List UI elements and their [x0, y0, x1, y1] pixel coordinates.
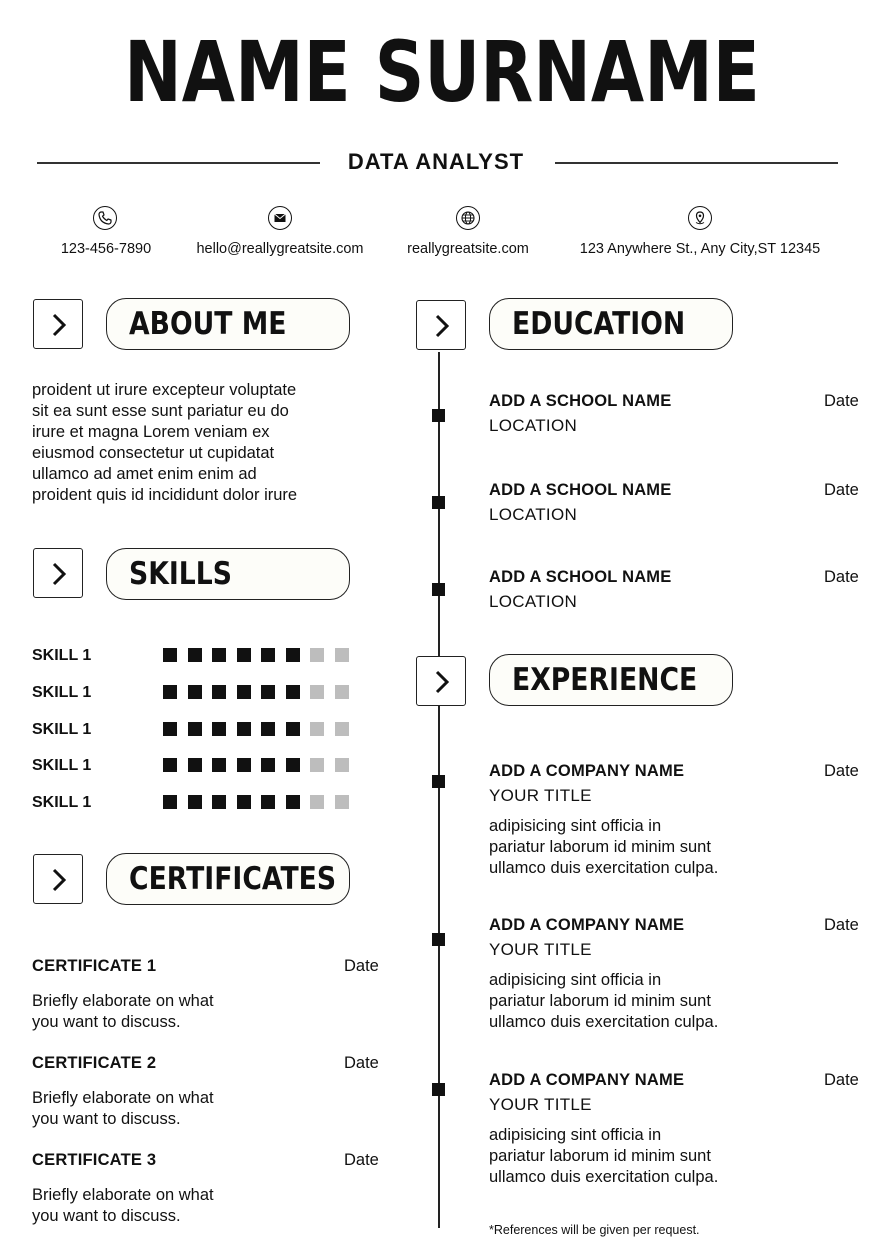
chevron-right-icon: [431, 669, 453, 695]
skill-level-empty: [310, 795, 324, 809]
skill-level-filled: [163, 685, 177, 699]
experience-description: adipisicing sint officia in pariatur laborum id minim sunt ullamco duis exercitation culpa.: [489, 817, 719, 877]
company-name: ADD A COMPANY NAME: [489, 762, 685, 780]
certificate-name: CERTIFICATE 3: [32, 1151, 157, 1169]
skill-label: SKILL 1: [32, 720, 92, 738]
skill-level-empty: [335, 795, 349, 809]
certificates-section-title: CERTIFICATES: [106, 853, 350, 905]
timeline-node: [432, 409, 445, 422]
skill-level-filled: [237, 795, 251, 809]
skill-level-filled: [163, 758, 177, 772]
skill-level-filled: [286, 685, 300, 699]
experience-date: Date: [824, 762, 859, 780]
skill-label: SKILL 1: [32, 683, 92, 701]
certificate-description: Briefly elaborate on what you want to discuss.: [32, 1089, 214, 1128]
skill-level-filled: [237, 648, 251, 662]
skill-level-filled: [163, 795, 177, 809]
header-rule-right: [555, 162, 838, 164]
skill-level-empty: [335, 648, 349, 662]
skill-level-filled: [286, 795, 300, 809]
timeline-node: [432, 1083, 445, 1096]
education-date: Date: [824, 392, 859, 410]
skill-level-filled: [188, 648, 202, 662]
skill-level-empty: [310, 722, 324, 736]
job-position: YOUR TITLE: [489, 786, 592, 805]
experience-section-title: EXPERIENCE: [489, 654, 733, 706]
company-name: ADD A COMPANY NAME: [489, 916, 685, 934]
phone-number: 123-456-7890: [60, 241, 152, 257]
skill-level-filled: [261, 758, 275, 772]
references-note: *References will be given per request.: [489, 1223, 700, 1237]
mail-icon: [268, 206, 292, 230]
education-date: Date: [824, 568, 859, 586]
skill-level-filled: [188, 795, 202, 809]
school-location: LOCATION: [489, 592, 578, 611]
skill-level-filled: [237, 685, 251, 699]
certificate-name: CERTIFICATE 1: [32, 957, 157, 975]
about-arrow-box: [33, 299, 83, 349]
skill-level-empty: [310, 758, 324, 772]
timeline-node: [432, 496, 445, 509]
timeline-node: [432, 583, 445, 596]
globe-icon: [456, 206, 480, 230]
school-location: LOCATION: [489, 416, 578, 435]
skill-level-filled: [163, 722, 177, 736]
skill-level-filled: [212, 722, 226, 736]
location-pin-icon: [688, 206, 712, 230]
skill-level-filled: [188, 758, 202, 772]
about-section-title: ABOUT ME: [106, 298, 350, 350]
company-name: ADD A COMPANY NAME: [489, 1071, 685, 1089]
skill-level-filled: [212, 648, 226, 662]
education-date: Date: [824, 481, 859, 499]
phone-icon: [93, 206, 117, 230]
chevron-right-icon: [48, 867, 70, 893]
skill-level-filled: [188, 722, 202, 736]
skill-level-empty: [335, 722, 349, 736]
certificate-description: Briefly elaborate on what you want to discuss.: [32, 992, 214, 1031]
timeline-node: [432, 933, 445, 946]
experience-date: Date: [824, 1071, 859, 1089]
experience-arrow-box: [416, 656, 466, 706]
certificate-name: CERTIFICATE 2: [32, 1054, 157, 1072]
experience-description: adipisicing sint officia in pariatur laborum id minim sunt ullamco duis exercitation culpa.: [489, 1126, 719, 1186]
skill-level-filled: [237, 722, 251, 736]
skill-level-filled: [163, 648, 177, 662]
school-name: ADD A SCHOOL NAME: [489, 481, 672, 499]
skills-section-title: SKILLS: [106, 548, 350, 600]
skill-level-filled: [237, 758, 251, 772]
education-arrow-box: [416, 300, 466, 350]
email-address: hello@reallygreatsite.com: [196, 241, 364, 257]
skill-level-filled: [212, 758, 226, 772]
skill-level-filled: [261, 795, 275, 809]
skill-label: SKILL 1: [32, 647, 92, 664]
skill-level-filled: [261, 685, 275, 699]
skill-level-empty: [310, 685, 324, 699]
job-position: YOUR TITLE: [489, 940, 592, 959]
timeline-node: [432, 775, 445, 788]
certificate-date: Date: [344, 957, 379, 975]
skill-level-filled: [188, 685, 202, 699]
chevron-right-icon: [48, 312, 70, 338]
chevron-right-icon: [48, 561, 70, 587]
experience-date: Date: [824, 916, 859, 934]
certificate-description: Briefly elaborate on what you want to discuss.: [32, 1186, 214, 1225]
certificates-arrow-box: [33, 854, 83, 904]
skill-level-empty: [335, 685, 349, 699]
school-location: LOCATION: [489, 505, 578, 524]
address: 123 Anywhere St., Any City,ST 12345: [579, 241, 821, 257]
school-name: ADD A SCHOOL NAME: [489, 392, 672, 410]
skill-level-filled: [261, 648, 275, 662]
job-position: YOUR TITLE: [489, 1095, 592, 1114]
skill-level-filled: [286, 648, 300, 662]
about-text: proident ut irure excepteur voluptate sit ea sunt esse sunt pariatur eu do irure et magna Lorem veniam ex eiusmod consectetur ut cupidatat ullamco ad amet enim enim ad proident quis id incididunt dolor irure: [32, 381, 298, 504]
skill-level-empty: [335, 758, 349, 772]
header-rule-left: [37, 162, 320, 164]
school-name: ADD A SCHOOL NAME: [489, 568, 672, 586]
skills-arrow-box: [33, 548, 83, 598]
website: reallygreatsite.com: [407, 241, 529, 257]
skill-level-filled: [261, 722, 275, 736]
candidate-name: NAME SURNAME: [124, 23, 760, 121]
skill-label: SKILL 1: [32, 757, 92, 775]
certificate-date: Date: [344, 1054, 379, 1072]
skill-level-filled: [286, 758, 300, 772]
education-section-title: EDUCATION: [489, 298, 733, 350]
skill-level-empty: [310, 648, 324, 662]
timeline-line: [438, 352, 440, 1228]
experience-description: adipisicing sint officia in pariatur laborum id minim sunt ullamco duis exercitation culpa.: [489, 971, 719, 1031]
certificate-date: Date: [344, 1151, 379, 1169]
skill-level-filled: [212, 685, 226, 699]
chevron-right-icon: [431, 313, 453, 339]
skill-level-filled: [212, 795, 226, 809]
skill-level-filled: [286, 722, 300, 736]
skill-label: SKILL 1: [32, 794, 92, 812]
job-title: DATA ANALYST: [347, 149, 525, 174]
